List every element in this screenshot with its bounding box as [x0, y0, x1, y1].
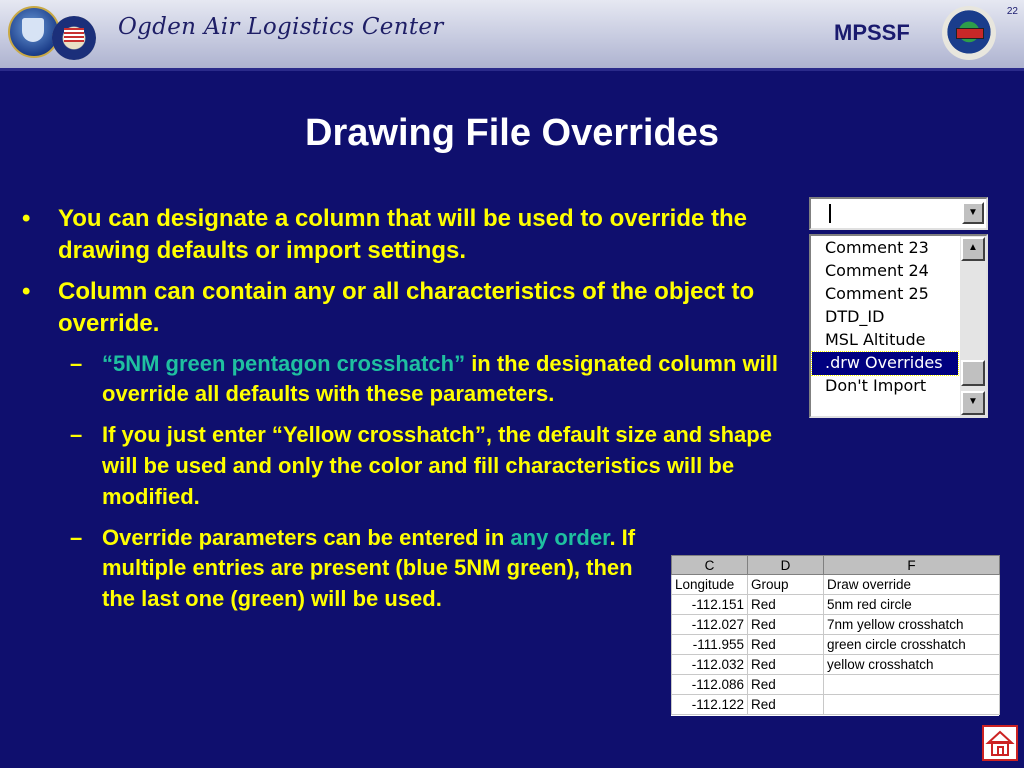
scrollbar[interactable]: [960, 236, 986, 416]
table-cell[interactable]: -112.032: [672, 655, 748, 675]
spreadsheet-table: [671, 555, 1000, 715]
table-cell[interactable]: Red: [748, 675, 824, 695]
table-row: [672, 575, 1000, 595]
slide-title: Drawing File Overrides: [305, 112, 719, 154]
column-select-combobox[interactable]: [809, 197, 988, 230]
sub-bullet-text: If you just enter “Yellow crosshatch”, the default size and shape will be used and only the color and fill characteristics will be modified.: [102, 422, 772, 509]
column-header[interactable]: C: [672, 556, 748, 575]
bullet-item: [22, 203, 792, 268]
list-item[interactable]: Comment 25: [825, 284, 929, 303]
dropdown-button[interactable]: [962, 202, 984, 224]
table-cell[interactable]: -111.955: [672, 635, 748, 655]
table-cell[interactable]: Draw override: [824, 575, 1000, 595]
list-item[interactable]: Don't Import: [825, 376, 927, 395]
table-cell[interactable]: -112.151: [672, 595, 748, 615]
text-cursor: [829, 204, 831, 223]
scroll-thumb[interactable]: [961, 360, 985, 386]
table-cell[interactable]: Red: [748, 615, 824, 635]
column-header[interactable]: D: [748, 556, 824, 575]
table-cell[interactable]: Red: [748, 595, 824, 615]
table-cell[interactable]: yellow crosshatch: [824, 655, 1000, 675]
table-row: [672, 595, 1000, 615]
table-cell[interactable]: Red: [748, 655, 824, 675]
bullet-dot: •: [22, 205, 31, 232]
highlight-text: any order: [510, 524, 610, 550]
bullet-item: [22, 276, 792, 341]
bullet-dot: •: [22, 277, 31, 305]
table-cell[interactable]: [824, 675, 1000, 695]
table-cell[interactable]: green circle crosshatch: [824, 635, 1000, 655]
table-row: [672, 695, 1000, 715]
table-cell[interactable]: -112.027: [672, 615, 748, 635]
list-item[interactable]: Comment 24: [825, 261, 929, 280]
sub-bullet-text: in the designated column will override all defaults with these parameters.: [102, 350, 778, 407]
table-cell[interactable]: [824, 695, 1000, 715]
table-cell[interactable]: -112.122: [672, 695, 748, 715]
table-cell[interactable]: 5nm red circle: [824, 595, 1000, 615]
table-row: [672, 615, 1000, 635]
sub-bullet-text: . If multiple entries are present (blue 5NM green), then the last one (green) will be used.: [102, 524, 636, 612]
chevron-up-icon: ▲: [968, 242, 978, 253]
sub-bullet-dash: –: [70, 524, 83, 550]
column-header[interactable]: F: [824, 556, 1000, 575]
sub-bullet-text: Override parameters can be entered in: [102, 524, 511, 550]
column-options-list[interactable]: [809, 234, 988, 418]
badge-logo: [52, 16, 96, 60]
sub-bullet-item: [22, 420, 792, 512]
home-button[interactable]: [982, 725, 1018, 761]
table-row: [672, 635, 1000, 655]
table-cell[interactable]: 7nm yellow crosshatch: [824, 615, 1000, 635]
chevron-down-icon: ▼: [968, 207, 978, 218]
table-row: [672, 675, 1000, 695]
page-number: 22: [1006, 6, 1018, 17]
sub-bullet-dash: –: [70, 350, 83, 376]
mpssf-seal-logo: [942, 6, 996, 60]
table-cell[interactable]: Group: [748, 575, 824, 595]
bullet-text: Column can contain any or all characteristics of the object to override.: [58, 277, 755, 338]
scroll-down-button[interactable]: [961, 391, 985, 415]
table-row: [672, 655, 1000, 675]
bullet-text: You can designate a column that will be used to override the drawing defaults or import settings.: [58, 205, 748, 265]
header-banner: [0, 0, 1024, 71]
program-name: MPSSF: [834, 20, 910, 45]
highlight-text: “5NM green pentagon crosshatch”: [102, 350, 466, 376]
list-item[interactable]: DTD_ID: [825, 307, 885, 326]
spreadsheet: [671, 555, 999, 716]
center-name: Ogden Air Logistics Center: [118, 14, 444, 40]
sub-bullet-dash: –: [70, 422, 83, 448]
table-cell[interactable]: Red: [748, 695, 824, 715]
table-cell[interactable]: Longitude: [672, 575, 748, 595]
sub-bullet-item: [22, 523, 662, 615]
list-item[interactable]: MSL Altitude: [825, 330, 926, 349]
home-icon: [984, 727, 1016, 759]
scroll-up-button[interactable]: [961, 237, 985, 261]
sub-bullet-item: [22, 349, 792, 411]
list-item[interactable]: Comment 23: [825, 238, 929, 257]
table-cell[interactable]: Red: [748, 635, 824, 655]
chevron-down-icon: ▼: [968, 396, 978, 407]
table-cell[interactable]: -112.086: [672, 675, 748, 695]
list-item-selected[interactable]: .drw Overrides: [812, 352, 958, 375]
